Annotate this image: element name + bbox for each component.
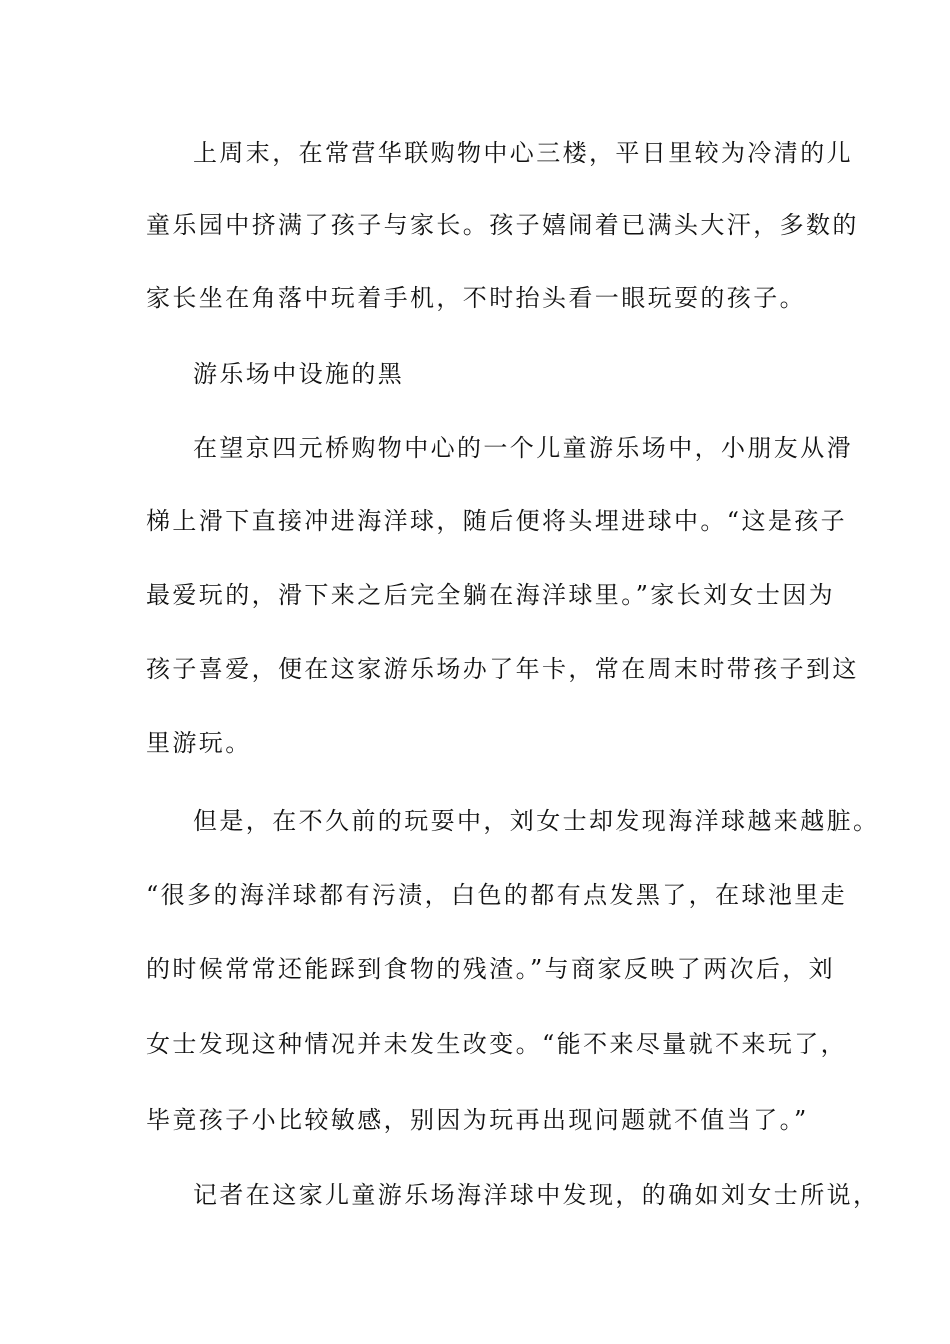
paragraph-4-line-1: 记者在这家儿童游乐场海洋球中发现，的确如刘女士所说， [193, 1181, 880, 1209]
paragraph-2-line-3: 最爱玩的，滑下来之后完全躺在海洋球里。”家长刘女士因为 [146, 581, 836, 609]
paragraph-2-line-5: 里游玩。 [146, 729, 252, 757]
paragraph-3-line-5: 毕竟孩子小比较敏感，别因为玩再出现问题就不值当了。” [146, 1106, 809, 1134]
paragraph-3-line-1: 但是，在不久前的玩耍中，刘女士却发现海洋球越来越脏。 [193, 807, 880, 835]
paragraph-2-line-1: 在望京四元桥购物中心的一个儿童游乐场中，小朋友从滑 [193, 434, 853, 462]
paragraph-2-line-4: 孩子喜爱，便在这家游乐场办了年卡，常在周末时带孩子到这 [146, 655, 859, 683]
paragraph-3-line-2: “很多的海洋球都有污渍，白色的都有点发黑了，在球池里走 [146, 881, 848, 909]
paragraph-2-line-2: 梯上滑下直接冲进海洋球，随后便将头埋进球中。“这是孩子 [146, 507, 848, 535]
paragraph-3-line-3: 的时候常常还能踩到食物的残渣。”与商家反映了两次后，刘 [146, 955, 836, 983]
paragraph-1-line-2: 童乐园中挤满了孩子与家长。孩子嬉闹着已满头大汗，多数的 [146, 211, 859, 239]
paragraph-1-line-1: 上周末，在常营华联购物中心三楼，平日里较为冷清的儿 [193, 139, 853, 167]
paragraph-3-line-4: 女士发现这种情况并未发生改变。“能不来尽量就不来玩了， [146, 1030, 848, 1058]
paragraph-1-line-3: 家长坐在角落中玩着手机，不时抬头看一眼玩耍的孩子。 [146, 284, 806, 312]
section-heading: 游乐场中设施的黑 [193, 360, 405, 388]
